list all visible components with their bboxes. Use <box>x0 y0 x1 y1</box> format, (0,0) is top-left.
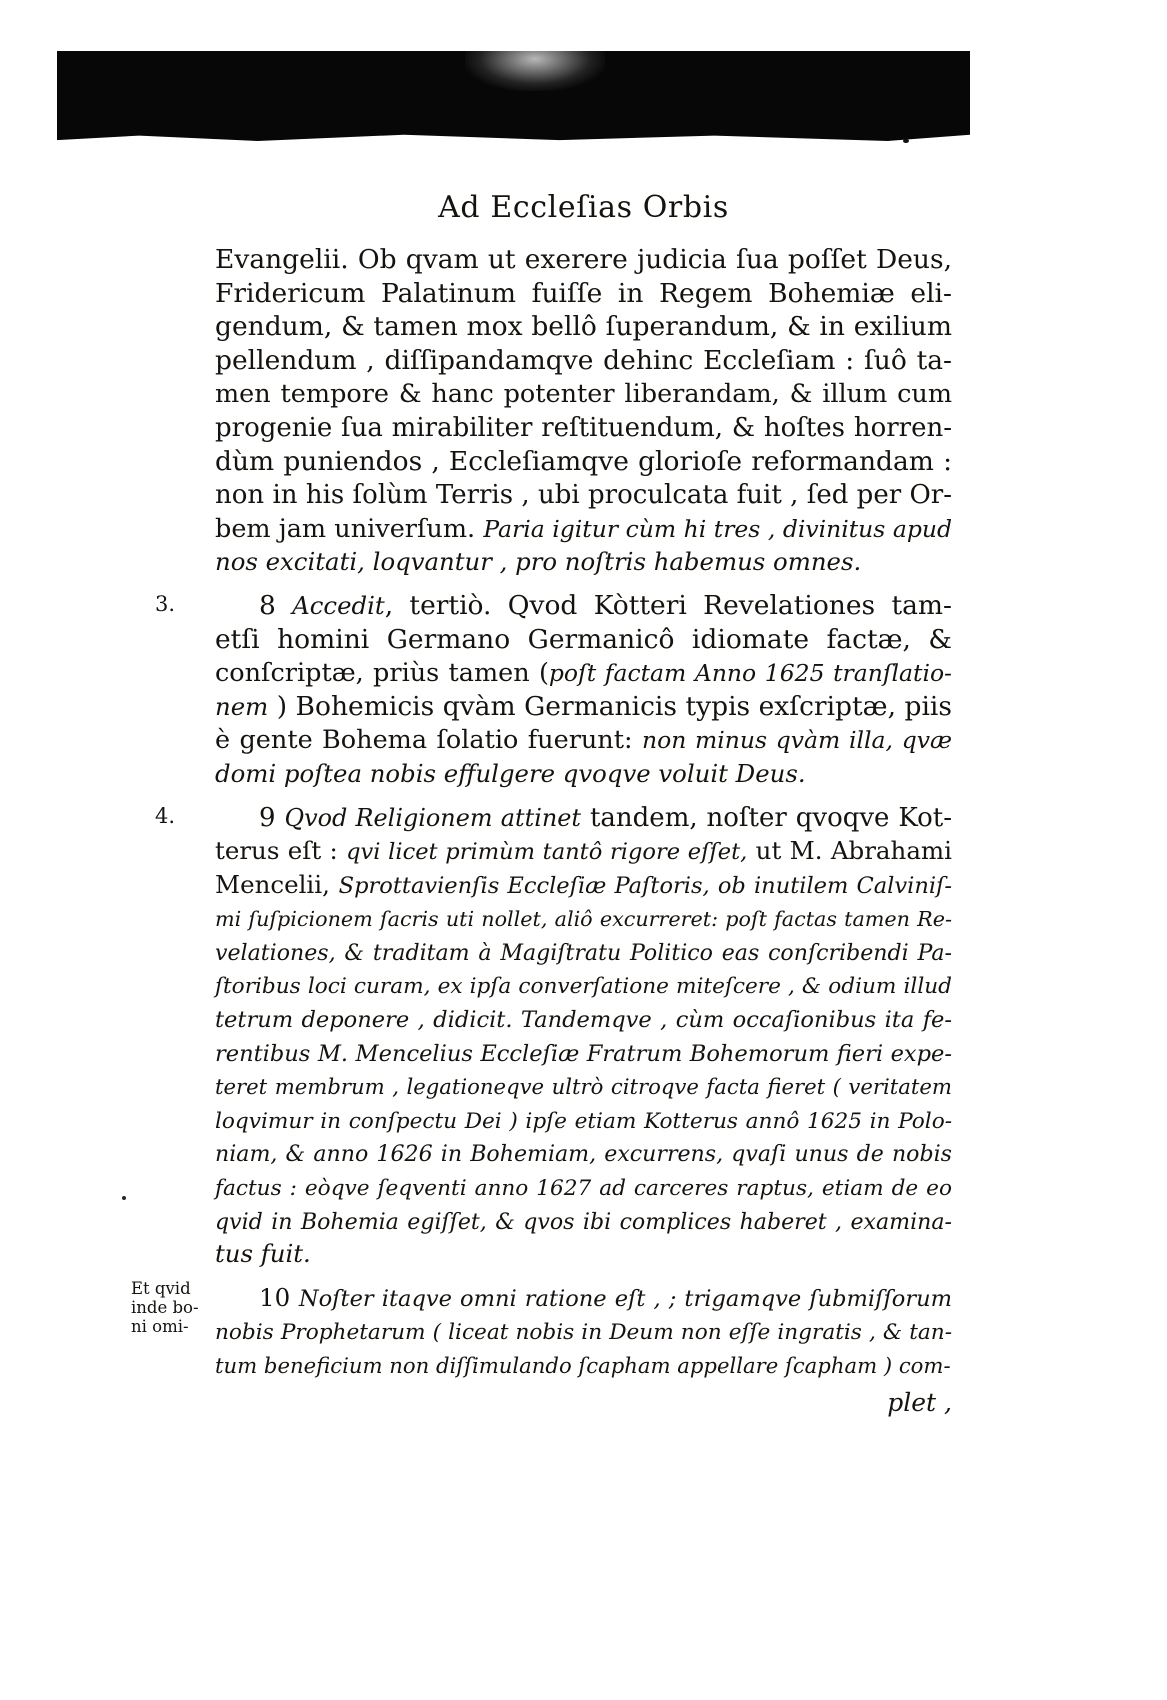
paragraph <box>155 801 952 1271</box>
text-run: Evangelii. Ob qvam ut exerere judicia ſua poſſet Deus, <box>215 244 952 275</box>
text-line <box>215 834 952 868</box>
margin-note-line: Et qvid <box>131 1278 191 1298</box>
text-line <box>215 901 952 935</box>
scan-ink-band <box>57 51 970 141</box>
text-run: men tempore & hanc potenter liberandam, & illum cum <box>215 379 952 410</box>
paragraph <box>155 589 952 791</box>
text-run: etſi homini Germano Germanicô idiomate factæ, & <box>215 623 952 655</box>
paragraph <box>131 1278 952 1382</box>
text-line <box>215 478 952 512</box>
text-run: poſt factam Anno 1625 tranſlatio- <box>548 659 952 688</box>
text-line <box>215 868 952 902</box>
text-line <box>215 1036 952 1070</box>
margin-note-line: 4. <box>155 803 176 828</box>
text-run: loqvimur in conſpectu Dei ) ipſe etiam Kotterus annô 1625 in Polo- <box>215 1108 952 1134</box>
text-line <box>215 690 952 724</box>
text-run: è gente Bohema ſolatio fuerunt: <box>215 725 642 756</box>
text-line <box>215 656 952 690</box>
text-run: terus eſt : <box>215 836 347 866</box>
margin-note-line: 3. <box>155 591 176 616</box>
text-line <box>215 411 952 445</box>
margin-note-line: ni omi- <box>131 1316 189 1336</box>
text-line <box>215 1314 952 1348</box>
text-run: Paria igitur cùm hi tres , divinitus apud <box>483 514 952 543</box>
text-run: non in his ſolùm Terris , ubi proculcata fuit , ſed per Or- <box>215 480 952 511</box>
text-run: Noſter itaqve omni ratione eſt , ; trigamqve ſubmiſſorum <box>298 1285 952 1312</box>
text-line <box>215 1002 952 1036</box>
text-run: bem jam univerſum. <box>215 513 484 544</box>
text-run: 10 <box>259 1282 299 1312</box>
text-line <box>215 623 952 657</box>
text-run: niam, & anno 1626 in Bohemiam, excurrens, qvaſi unus de nobis <box>215 1142 952 1168</box>
text-line <box>215 935 952 969</box>
margin-note <box>131 1279 199 1336</box>
text-run: pellendum , diſſipandamqve dehinc Eccleſiam : ſuô ta- <box>215 344 952 376</box>
text-line <box>215 1069 952 1103</box>
text-line <box>215 545 952 579</box>
scan-smudge <box>465 51 605 91</box>
text-line <box>215 1237 952 1271</box>
ink-speck <box>903 139 909 143</box>
text-run: , tertiò. Qvod Kòtteri Revelationes tam- <box>384 589 952 621</box>
text-run: Sprottavienſis Eccleſiæ Paſtoris, ob inutilem Calviniſ- <box>338 872 952 899</box>
text-run: qvi licet primùm tantô rigore eſſet, <box>346 839 748 866</box>
margin-note <box>155 592 175 616</box>
text-run: nem <box>215 691 269 721</box>
text-run: non minus qvàm illa, qvæ <box>641 726 952 755</box>
text-run: tus fuit. <box>215 1239 311 1269</box>
text-run: qvid in Bohemia egiſſet, & qvos ibi complices haberet , examina- <box>215 1209 952 1235</box>
text-run: tum beneficium non diſſimulando ſcapham appellare ſcapham ) com- <box>215 1353 951 1378</box>
text-line <box>215 1204 952 1238</box>
text-run: Mencelii, <box>215 869 339 899</box>
text-run: factus : eòqve ſeqventi anno 1627 ad carceres raptus, etiam de eo <box>215 1176 952 1202</box>
text-line <box>215 277 952 311</box>
text-run: gendum, & tamen mox bellô ſuperandum, & in exilium <box>215 311 952 343</box>
text-line <box>215 243 952 277</box>
text-line <box>215 801 952 835</box>
text-line <box>215 344 952 378</box>
text-line <box>215 589 952 623</box>
text-line <box>215 1348 952 1382</box>
margin-note-line: inde bo- <box>131 1297 199 1317</box>
page-title: Ad Eccleſias Orbis <box>438 190 729 225</box>
text-run: dùm puniendos , Eccleſiamqve glorioſe reformandam : <box>215 445 952 477</box>
text-run: Qvod Religionem attinet <box>284 803 582 832</box>
text-line <box>215 1103 952 1137</box>
text-line <box>215 1136 952 1170</box>
text-run: progenie ſua mirabiliter reſtituendum, & hoſtes horren- <box>215 412 952 443</box>
text-line <box>215 757 952 791</box>
text-line <box>215 445 952 479</box>
ink-speck <box>122 1196 126 1200</box>
text-line <box>215 377 952 411</box>
text-run: Accedit <box>292 590 385 620</box>
text-run: 9 <box>259 802 285 833</box>
text-run: teret membrum , legationeqve ultrò citroqve facta fieret ( veritatem <box>215 1074 952 1100</box>
text-run: ut M. Abrahami <box>747 836 952 866</box>
text-block <box>131 243 952 1382</box>
text-run: nos excitati, loqvantur , pro noſtris habemus omnes. <box>215 547 862 577</box>
text-run: Fridericum Palatinum fuiſſe in Regem Bohemiæ eli- <box>215 277 952 309</box>
text-line <box>215 968 952 1002</box>
text-run: ſtoribus loci curam, ex ipſa converſatione miteſcere , & odium illud <box>215 974 952 1000</box>
text-run: ) Bohemicis qvàm Germanicis typis exſcriptæ, piis <box>268 690 952 722</box>
paragraph <box>215 243 952 579</box>
catchword: plet , <box>887 1388 952 1417</box>
text-run: nobis Prophetarum ( liceat nobis in Deum non eſſe ingratis , & tan- <box>215 1320 952 1346</box>
text-line <box>215 310 952 344</box>
text-run: mi ſuſpicionem ſacris uti nollet, aliô excurreret: poſt factas tamen Re- <box>215 907 952 932</box>
text-run: domi poſtea nobis effulgere qvoqve voluit Deus. <box>215 758 806 788</box>
text-line <box>215 1170 952 1204</box>
text-line <box>215 1281 952 1315</box>
margin-note <box>155 804 175 828</box>
text-run: 8 <box>259 589 293 621</box>
text-run: rentibus M. Mencelius Eccleſiæ Fratrum Bohemorum fieri expe- <box>215 1040 952 1067</box>
text-run: conſcriptæ, priùs tamen ( <box>215 658 549 689</box>
text-run: tandem, noſter qvoqve Kot- <box>581 802 952 833</box>
text-line <box>215 512 952 546</box>
text-run: velationes, & traditam à Magiſtratu Politico eas conſcribendi Pa- <box>215 940 952 966</box>
text-line <box>215 723 952 757</box>
text-run: tetrum deponere , didicit. Tandemqve , cùm occaſionibus ita fe- <box>215 1007 952 1034</box>
